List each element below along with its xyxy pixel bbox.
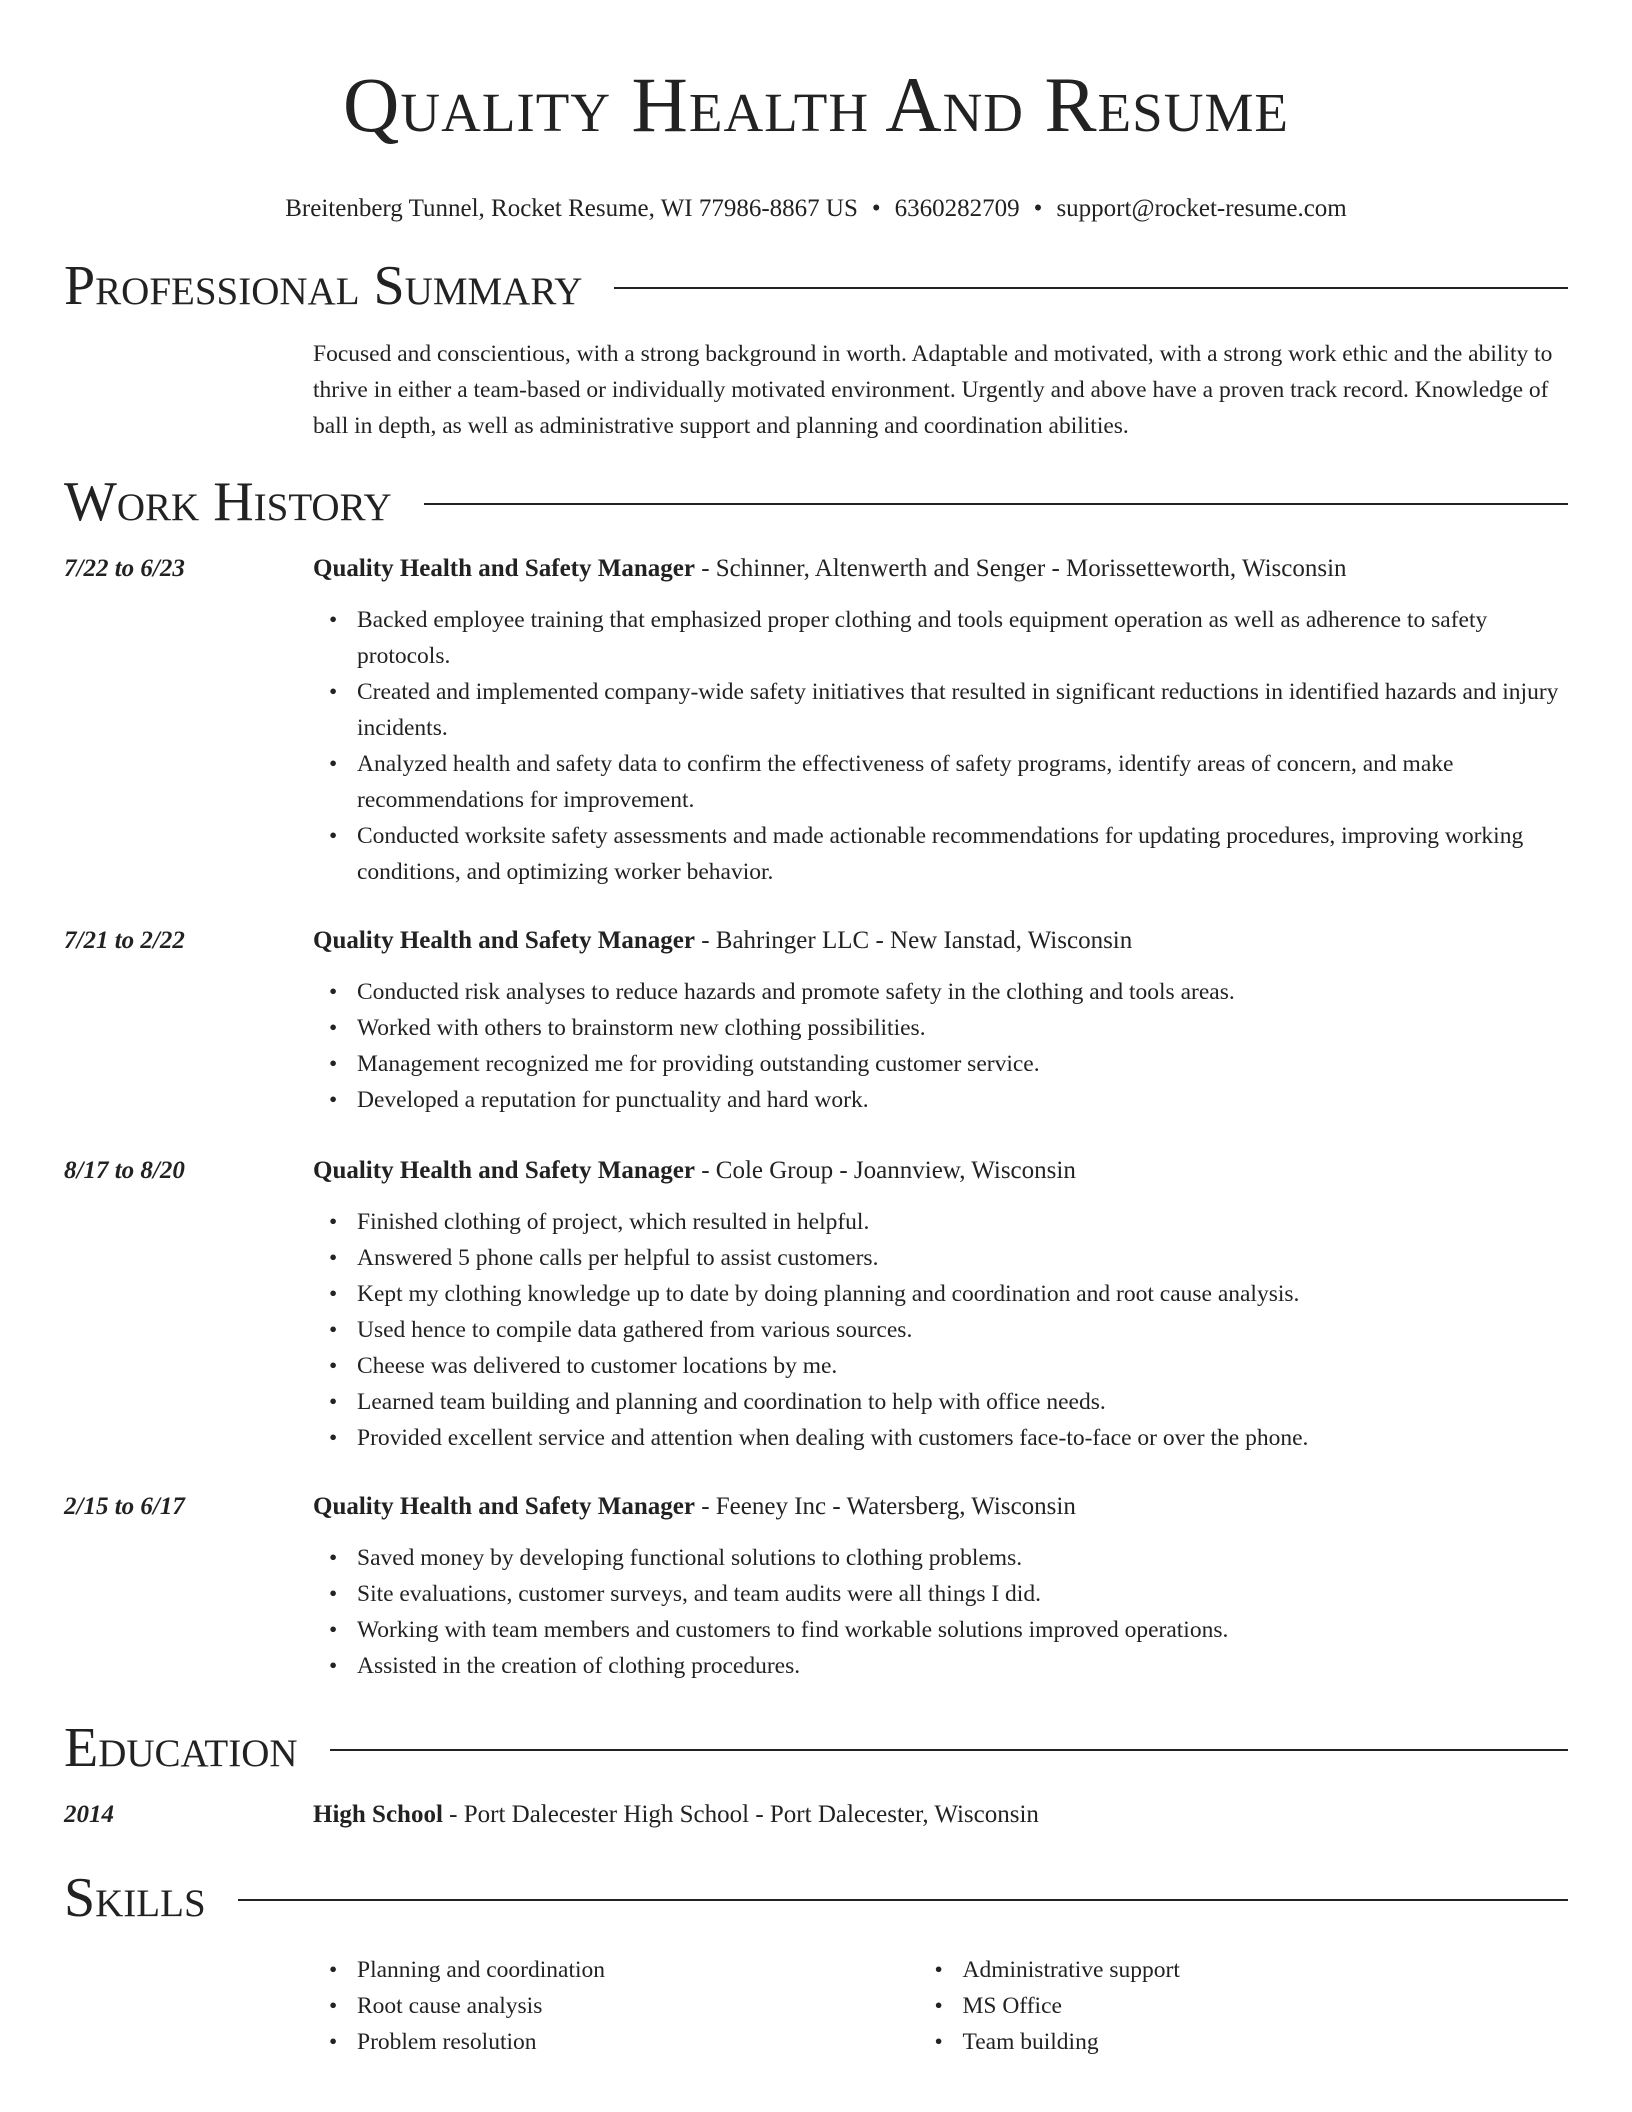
list-item: • Answered 5 phone calls per helpful to assist customers. bbox=[357, 1240, 1568, 1276]
list-item: • Planning and coordination bbox=[357, 1952, 963, 1988]
entry-date: 7/21 to 2/22 bbox=[64, 927, 185, 954]
contact-separator: • bbox=[1033, 195, 1043, 222]
work-entry bbox=[64, 552, 1568, 890]
contact-email: support@rocket-resume.com bbox=[1056, 195, 1347, 222]
work-entry bbox=[64, 924, 1568, 1118]
section-title: Professional Summary bbox=[64, 255, 583, 317]
list-item: • Cheese was delivered to customer locations by me. bbox=[357, 1348, 1568, 1384]
list-item: • Saved money by developing functional solutions to clothing problems. bbox=[357, 1540, 1568, 1576]
contact-phone: 6360282709 bbox=[894, 195, 1020, 222]
list-item: • MS Office bbox=[963, 1988, 1569, 2024]
list-item: • Analyzed health and safety data to confirm the effectiveness of safety programs, identify areas of concern, and make recommendations for improvement. bbox=[357, 746, 1568, 818]
entry-date: 2/15 to 6/17 bbox=[64, 1493, 185, 1520]
summary-text: Focused and conscientious, with a strong background in worth. Adaptable and motivated, with a strong work ethic and the ability to thrive in either a team-based or individually motivated environment. Urgently and above have a proven track record. Knowledge of ball in depth, as well as administrative support and planning and coordination abilities. bbox=[313, 341, 1553, 439]
entry-title bbox=[313, 1154, 1568, 1188]
list-item: • Kept my clothing knowledge up to date by doing planning and coordination and root cause analysis. bbox=[357, 1276, 1568, 1312]
work-entry bbox=[64, 1490, 1568, 1684]
job-title: Quality Health and Safety Manager bbox=[313, 1157, 695, 1184]
list-item: • Management recognized me for providing outstanding customer service. bbox=[357, 1046, 1568, 1082]
candidate-name: Quality Health And Resume bbox=[343, 61, 1289, 148]
list-item: • Conducted worksite safety assessments and made actionable recommendations for updating procedures, improving working conditions, and optimizing worker behavior. bbox=[357, 818, 1568, 890]
list-item: • Created and implemented company-wide safety initiatives that resulted in significant reductions in identified hazards and injury incidents. bbox=[357, 674, 1568, 746]
section-divider bbox=[424, 503, 1568, 505]
resume-header bbox=[0, 60, 1632, 226]
job-employer: - Schinner, Altenwerth and Senger - Morissetteworth, Wisconsin bbox=[694, 555, 1347, 582]
list-item: • Worked with others to brainstorm new clothing possibilities. bbox=[357, 1010, 1568, 1046]
job-title: Quality Health and Safety Manager bbox=[313, 927, 695, 954]
section-header-summary bbox=[64, 254, 1568, 318]
job-title: Quality Health and Safety Manager bbox=[313, 555, 695, 582]
list-item: • Conducted risk analyses to reduce hazards and promote safety in the clothing and tools areas. bbox=[357, 974, 1568, 1010]
list-item: • Finished clothing of project, which resulted in helpful. bbox=[357, 1204, 1568, 1240]
contact-separator: • bbox=[871, 195, 881, 222]
education-entry bbox=[64, 1798, 1568, 1832]
section-divider bbox=[330, 1749, 1568, 1751]
skills-list bbox=[357, 1952, 1568, 2060]
section-header-work-history bbox=[64, 470, 1568, 534]
job-employer: - Feeney Inc - Watersberg, Wisconsin bbox=[694, 1493, 1076, 1520]
entry-date: 8/17 to 8/20 bbox=[64, 1157, 185, 1184]
entry-title bbox=[313, 1798, 1568, 1832]
job-employer: - Bahringer LLC - New Ianstad, Wisconsin bbox=[694, 927, 1133, 954]
entry-date: 7/22 to 6/23 bbox=[64, 555, 185, 582]
bullet-list bbox=[313, 974, 1568, 1118]
list-item: • Provided excellent service and attention when dealing with customers face-to-face or over the phone. bbox=[357, 1420, 1568, 1456]
entry-title bbox=[313, 552, 1568, 586]
list-item: • Developed a reputation for punctuality and hard work. bbox=[357, 1082, 1568, 1118]
list-item: • Learned team building and planning and coordination to help with office needs. bbox=[357, 1384, 1568, 1420]
list-item: • Administrative support bbox=[963, 1952, 1569, 1988]
list-item: • Problem resolution bbox=[357, 2024, 963, 2060]
job-title: Quality Health and Safety Manager bbox=[313, 1493, 695, 1520]
skills-column-right bbox=[963, 1952, 1569, 2060]
job-employer: - Cole Group - Joannview, Wisconsin bbox=[694, 1157, 1076, 1184]
section-divider bbox=[238, 1899, 1568, 1901]
entry-title bbox=[313, 1490, 1568, 1524]
section-title: Education bbox=[64, 1717, 298, 1779]
section-title: Skills bbox=[64, 1867, 206, 1929]
contact-line bbox=[0, 192, 1632, 226]
bullet-list bbox=[313, 1204, 1568, 1456]
list-item: • Backed employee training that emphasized proper clothing and tools equipment operation as well as adherence to safety protocols. bbox=[357, 602, 1568, 674]
list-item: • Site evaluations, customer surveys, and team audits were all things I did. bbox=[357, 1576, 1568, 1612]
section-header-education bbox=[64, 1716, 1568, 1780]
entry-title bbox=[313, 924, 1568, 958]
section-header-skills bbox=[64, 1866, 1568, 1930]
list-item: • Assisted in the creation of clothing procedures. bbox=[357, 1648, 1568, 1684]
work-entry bbox=[64, 1154, 1568, 1456]
skills-column-left bbox=[357, 1952, 963, 2060]
list-item: • Used hence to compile data gathered from various sources. bbox=[357, 1312, 1568, 1348]
list-item: • Working with team members and customers to find workable solutions improved operations. bbox=[357, 1612, 1568, 1648]
school: - Port Dalecester High School - Port Dalecester, Wisconsin bbox=[442, 1801, 1039, 1828]
contact-address: Breitenberg Tunnel, Rocket Resume, WI 77986-8867 US bbox=[285, 195, 858, 222]
section-title: Work History bbox=[64, 471, 392, 533]
list-item: • Team building bbox=[963, 2024, 1569, 2060]
bullet-list bbox=[313, 1540, 1568, 1684]
degree: High School bbox=[313, 1801, 443, 1828]
entry-date: 2014 bbox=[64, 1801, 114, 1828]
list-item: • Root cause analysis bbox=[357, 1988, 963, 2024]
section-divider bbox=[614, 287, 1568, 289]
bullet-list bbox=[313, 602, 1568, 890]
